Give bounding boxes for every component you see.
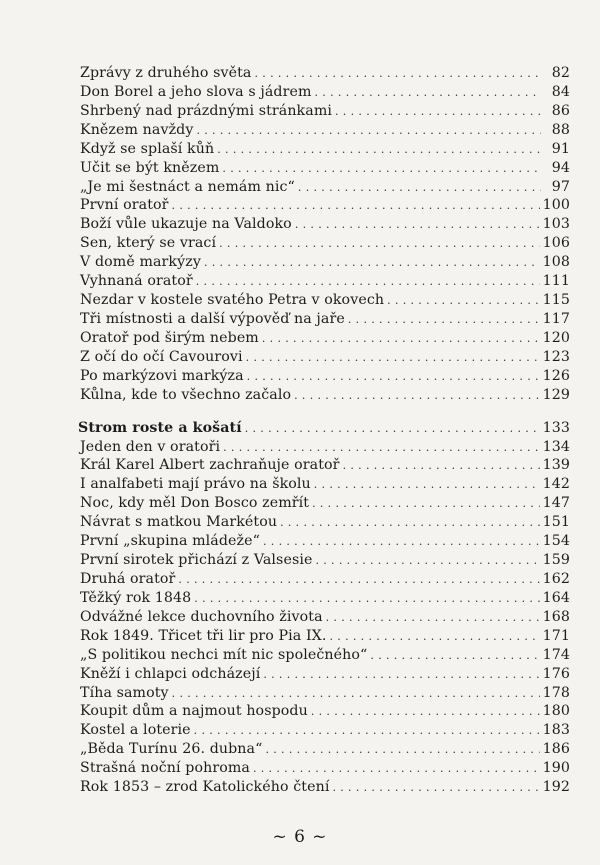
dot-leader [223,438,540,458]
dot-leader [294,386,540,406]
toc-entry-page: 192 [542,779,570,796]
toc-entry-page: 162 [542,570,570,587]
toc-entry [78,234,570,253]
toc-entry-title: Král Karel Albert zachraňuje oratoř [80,457,340,474]
toc-entry [78,665,570,684]
toc-entry-page: 134 [542,438,570,455]
toc-entry-page: 129 [542,386,570,403]
dot-leader [196,272,540,292]
toc-entry [78,64,570,83]
toc-entry-title: Sen, který se vrací [80,235,217,252]
toc-entry-page: 176 [542,665,570,682]
dot-leader [172,196,540,216]
toc-entry-page: 84 [551,83,570,100]
dot-leader [326,608,540,628]
toc-entry [78,291,570,310]
toc-group-2 [78,438,570,798]
toc-entry-title: Těžký rok 1848 [80,589,192,606]
toc-entry [78,494,570,513]
toc-entry-page: 120 [542,329,570,346]
toc-entry-title: První oratoř [80,197,169,214]
dot-leader [247,367,540,387]
toc-entry-page: 151 [542,514,570,531]
dot-leader [298,178,541,198]
dot-leader [222,159,541,179]
dot-leader [262,329,540,349]
toc-entry [78,178,570,197]
toc-entry-title: Druhá oratoř [80,570,176,587]
toc-entry-page: 178 [542,684,570,701]
toc-entry-page: 82 [551,65,570,81]
toc-entry [78,475,570,494]
toc-entry [78,684,570,703]
toc-entry [78,778,570,797]
toc-entry-title: I analfabeti mají právo na školu [80,476,311,493]
toc-entry-page: 159 [542,552,570,569]
table-of-contents [78,64,570,797]
toc-entry [78,329,570,348]
toc-entry [78,702,570,721]
toc-entry-title: Když se splaší kůň [80,140,215,157]
dot-leader [370,646,539,666]
dot-leader [329,627,539,647]
toc-entry-title: Tíha samoty [80,684,169,701]
toc-entry-page: 154 [542,533,570,550]
dot-leader [387,291,540,311]
toc-entry [78,513,570,532]
toc-entry [78,272,570,291]
dot-leader [265,740,539,760]
toc-entry-title: Po markýzovi markýza [80,367,244,384]
dot-leader [315,83,541,103]
toc-entry-title: Rok 1849. Třicet tři lir pro Pia IX. [80,627,327,644]
dot-leader [332,778,539,798]
toc-entry-title: Návrat s matkou Markétou [80,514,278,531]
toc-entry-title: Odvážné lekce duchovního života [80,608,323,625]
toc-entry-page: 106 [542,235,570,252]
toc-entry-title: „S politikou nechci mít nic společného“ [80,646,368,663]
dot-leader [311,702,540,722]
toc-entry-title: Shrbený nad prázdnými stránkami [80,102,333,119]
dot-leader [280,513,540,533]
toc-entry-title: Kůlna, kde to všechno začalo [80,386,292,403]
toc-entry-title: Z očí do očí Cavourovi [80,348,243,365]
dot-leader [217,140,541,160]
dot-leader [194,589,539,609]
toc-entry-page: 139 [542,457,570,474]
dot-leader [254,64,541,84]
toc-entry-page: 174 [542,646,570,663]
dot-leader [295,215,540,235]
toc-entry [78,215,570,234]
toc-entry [78,721,570,740]
toc-entry-page: 180 [542,703,570,720]
toc-entry [78,551,570,570]
dot-leader [196,121,541,141]
toc-entry [78,740,570,759]
toc-entry [78,367,570,386]
toc-entry [78,140,570,159]
toc-entry-page: 100 [542,197,570,214]
toc-entry-page: 97 [551,178,570,195]
toc-entry [78,121,570,140]
toc-entry [78,348,570,367]
dot-leader [314,475,540,495]
toc-entry [78,759,570,778]
dot-leader [312,494,540,514]
toc-entry-title: Boží vůle ukazuje na Valdoko [80,216,292,233]
toc-entry-page: 164 [542,589,570,606]
dot-leader [343,456,540,476]
toc-entry-page: 171 [542,627,570,644]
toc-entry-title: „Je mi šestnáct a nemám nic“ [80,178,295,195]
toc-entry-page: 133 [542,419,570,436]
toc-entry-title: První „skupina mládeže“ [80,533,260,550]
page-number: ~ 6 ~ [272,827,328,847]
toc-entry-title: Knězem navždy [80,121,194,138]
toc-entry-page: 142 [542,476,570,493]
toc-entry-page: 108 [542,254,570,271]
dot-leader [315,551,539,571]
toc-entry-page: 183 [542,722,570,739]
dot-leader [204,253,540,273]
toc-entry-title: Kostel a loterie [80,722,191,739]
toc-entry-title: Strom roste a košatí [78,419,242,436]
toc-entry [78,310,570,329]
toc-entry-title: Učit se být knězem [80,159,220,176]
dot-leader [253,759,540,779]
toc-entry-page: 186 [542,741,570,758]
toc-entry-page: 123 [542,348,570,365]
dot-leader [194,721,540,741]
toc-entry-page: 111 [542,273,570,290]
toc-entry-title: Nezdar v kostele svatého Petra v okovech [80,292,385,309]
toc-entry-page: 147 [542,495,570,512]
toc-entry-page: 126 [542,367,570,384]
toc-entry-page: 117 [542,310,570,327]
toc-entry-title: Noc, kdy měl Don Bosco zemřít [80,495,310,512]
dot-leader [178,570,539,590]
dot-leader [246,348,540,368]
toc-entry [78,627,570,646]
dot-leader [172,684,540,704]
toc-entry-page: 103 [542,216,570,233]
toc-entry-page: 91 [551,140,570,157]
toc-entry-page: 94 [551,159,570,176]
toc-entry [78,646,570,665]
toc-entry-title: První sirotek přichází z Valsesie [80,552,313,569]
toc-entry [78,456,570,475]
toc-entry [78,159,570,178]
dot-leader [245,419,540,439]
dot-leader [348,310,540,330]
toc-entry-title: V domě markýzy [80,254,201,271]
toc-entry-title: Oratoř pod širým nebem [80,329,259,346]
toc-entry [78,608,570,627]
toc-entry-title: Rok 1853 – zrod Katolického čtení [80,779,330,796]
toc-entry-page: 190 [542,760,570,777]
toc-entry-title: Zprávy z druhého světa [80,65,252,81]
toc-entry-title: Vyhnaná oratoř [80,273,193,290]
toc-entry-title: Strašná noční pohroma [80,760,250,777]
toc-entry-page: 86 [551,102,570,119]
toc-entry [78,438,570,457]
toc-entry [78,589,570,608]
toc-entry-page: 88 [551,121,570,138]
dot-leader [335,102,541,122]
toc-entry-title: Tři místnosti a další výpověď na jaře [80,310,345,327]
toc-entry [78,570,570,589]
toc-entry [78,253,570,272]
dot-leader [219,234,540,254]
toc-section-heading [78,419,570,438]
toc-entry [78,83,570,102]
dot-leader [263,665,539,685]
toc-entry [78,102,570,121]
toc-entry-title: „Běda Turínu 26. dubna“ [80,741,263,758]
toc-entry-title: Don Borel a jeho slova s jádrem [80,83,312,100]
toc-entry-page: 168 [542,608,570,625]
toc-entry-title: Kněží i chlapci odcházejí [80,665,261,682]
toc-entry [78,386,570,405]
toc-entry-title: Jeden den v oratoři [80,438,221,455]
toc-entry [78,532,570,551]
toc-entry-title: Koupit dům a najmout hospodu [80,703,308,720]
toc-group-1 [78,64,570,405]
toc-entry [78,196,570,215]
dot-leader [263,532,540,552]
toc-entry-page: 115 [542,292,570,309]
